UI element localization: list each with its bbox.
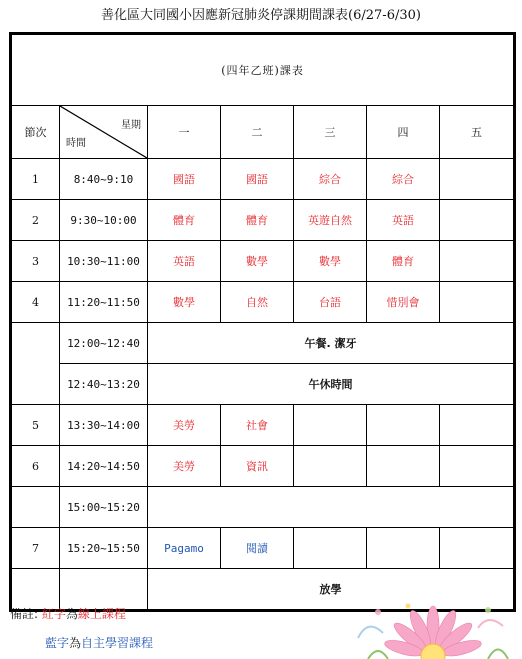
nap-row xyxy=(11,364,515,405)
period-row-3 xyxy=(11,241,515,282)
note-connector: 為 xyxy=(69,636,82,650)
subject-cell xyxy=(440,159,515,200)
time-label: 時間 xyxy=(66,138,86,149)
subject-cell: 英語 xyxy=(367,200,440,241)
subject-cell: 國語 xyxy=(221,159,294,200)
time-slot: 8:40~9:10 xyxy=(60,159,148,200)
period-header: 節次 xyxy=(11,106,60,159)
subject-cell: 資訊 xyxy=(221,446,294,487)
period-number xyxy=(11,487,60,528)
subject-cell: 台語 xyxy=(294,282,367,323)
period-row-5 xyxy=(11,405,515,446)
period-row-6 xyxy=(11,446,515,487)
time-slot: 9:30~10:00 xyxy=(60,200,148,241)
period-row-1 xyxy=(11,159,515,200)
note-red-word: 紅字 xyxy=(41,607,66,621)
weekday-label: 星期 xyxy=(121,120,141,131)
period-number: 2 xyxy=(11,200,60,241)
flower-decoration xyxy=(338,598,518,659)
subject-cell: 體育 xyxy=(221,200,294,241)
page-title: 善化區大同國小因應新冠肺炎停課期間課表(6/27-6/30) xyxy=(101,8,421,23)
header-row xyxy=(11,106,515,159)
time-slot: 11:20~11:50 xyxy=(60,282,148,323)
note-line-2 xyxy=(45,634,153,651)
nap-label: 午休時間 xyxy=(148,364,515,405)
period-number: 1 xyxy=(11,159,60,200)
break-row xyxy=(11,487,515,528)
period-number: 3 xyxy=(11,241,60,282)
diagonal-line xyxy=(60,106,147,158)
day-header-wed: 三 xyxy=(294,106,367,159)
subject-cell xyxy=(440,241,515,282)
subject-cell: 體育 xyxy=(367,241,440,282)
subject-cell xyxy=(440,405,515,446)
subject-cell: 數學 xyxy=(221,241,294,282)
subject-cell: 綜合 xyxy=(294,159,367,200)
subject-cell xyxy=(294,446,367,487)
day-header-tue: 二 xyxy=(221,106,294,159)
time-slot: 14:20~14:50 xyxy=(60,446,148,487)
day-header-mon: 一 xyxy=(148,106,221,159)
day-header-thu: 四 xyxy=(367,106,440,159)
subject-cell xyxy=(440,528,515,569)
note-blue-meaning: 自主學習課程 xyxy=(81,636,154,650)
break-cell xyxy=(148,487,515,528)
subject-cell xyxy=(367,528,440,569)
note-line-1 xyxy=(10,605,126,622)
subject-cell xyxy=(440,446,515,487)
subject-cell xyxy=(294,528,367,569)
weekday-time-header xyxy=(60,106,148,159)
subject-cell: 數學 xyxy=(294,241,367,282)
subject-cell: Pagamo xyxy=(148,528,221,569)
subject-cell: 美勞 xyxy=(148,405,221,446)
time-slot: 13:30~14:00 xyxy=(60,405,148,446)
subject-cell: 惜別會 xyxy=(367,282,440,323)
subject-cell: 英遊自然 xyxy=(294,200,367,241)
period-number xyxy=(11,323,60,405)
note-connector: 為 xyxy=(65,607,78,621)
subject-cell xyxy=(294,405,367,446)
note-prefix: 備註: xyxy=(10,607,39,621)
time-slot: 12:00~12:40 xyxy=(60,323,148,364)
subject-cell: 閱讀 xyxy=(221,528,294,569)
subject-cell: 美勞 xyxy=(148,446,221,487)
class-title: (四年乙班)課表 xyxy=(11,34,515,106)
period-number: 4 xyxy=(11,282,60,323)
subject-cell: 英語 xyxy=(148,241,221,282)
time-slot: 12:40~13:20 xyxy=(60,364,148,405)
subject-cell: 體育 xyxy=(148,200,221,241)
subject-cell: 自然 xyxy=(221,282,294,323)
schedule-table xyxy=(9,32,516,612)
lunch-row xyxy=(11,323,515,364)
period-number: 5 xyxy=(11,405,60,446)
lunch-label: 午餐. 潔牙 xyxy=(148,323,515,364)
note-blue-word: 藍字 xyxy=(45,636,70,650)
subject-cell xyxy=(440,200,515,241)
subject-cell xyxy=(440,282,515,323)
day-header-fri: 五 xyxy=(440,106,515,159)
period-row-4 xyxy=(11,282,515,323)
period-number: 7 xyxy=(11,528,60,569)
note-red-meaning: 線上課程 xyxy=(77,607,126,621)
period-row-2 xyxy=(11,200,515,241)
subject-cell xyxy=(367,446,440,487)
subject-cell xyxy=(367,405,440,446)
subject-cell: 國語 xyxy=(148,159,221,200)
subject-cell: 社會 xyxy=(221,405,294,446)
time-slot: 10:30~11:00 xyxy=(60,241,148,282)
time-slot: 15:20~15:50 xyxy=(60,528,148,569)
time-slot: 15:00~15:20 xyxy=(60,487,148,528)
subject-cell: 綜合 xyxy=(367,159,440,200)
subject-cell: 數學 xyxy=(148,282,221,323)
period-row-7 xyxy=(11,528,515,569)
period-number: 6 xyxy=(11,446,60,487)
dismissal-label: 放學 xyxy=(148,569,515,611)
